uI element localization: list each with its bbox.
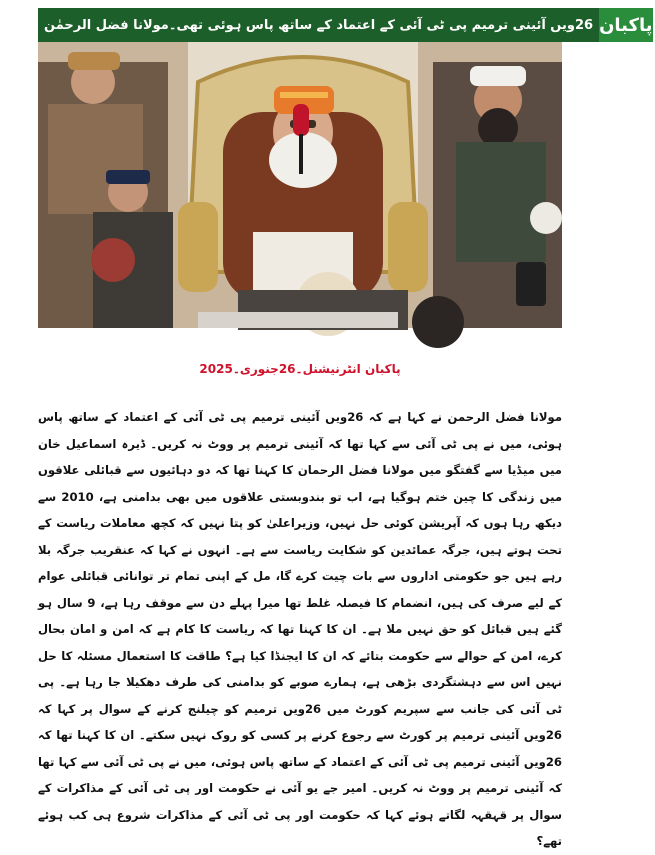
news-photo <box>38 42 562 328</box>
person-red-cap <box>91 238 135 282</box>
headline: 26ویں آئینی ترمیم پی ٹی آئی کے اعتماد کے ساتھ پاس ہوئی تھی۔مولانا فضل الرحمٰن <box>38 8 599 42</box>
microphone-stem <box>299 134 303 174</box>
person-front-cap <box>106 170 150 184</box>
glass-table <box>198 312 398 328</box>
person-left-turban <box>68 52 120 70</box>
chair-arm-left <box>178 202 218 292</box>
headline-bar <box>38 8 653 42</box>
phone-camera <box>516 262 546 306</box>
person-far-right-cap <box>530 202 562 234</box>
dateline: پاکبان انٹرنیشنل۔26جنوری۔2025 <box>199 362 401 376</box>
person-right-vest <box>456 142 546 262</box>
chair-arm-right <box>388 202 428 292</box>
microphone-icon <box>293 104 309 136</box>
foreground-person-head <box>412 296 464 348</box>
brand-logo: پاکبان <box>599 8 654 42</box>
press-conference-photo <box>38 42 562 328</box>
article-body: مولانا فضل الرحمن نے کہا ہے کہ 26ویں آئینی ترمیم پی ٹی آئی کے اعتماد کے ساتھ پاس ہوئی، میں نے پی ٹی آئی سے کہا تھا کہ آئینی ترمیم پر ووٹ نہ کریں۔ ڈیرہ اسماعیل خان میں میڈیا سے گفتگو میں مولانا فضل الرحمان کا کہنا تھا کہ دو دہائیوں سے قبائلی علاقوں میں زندگی کا چین ختم ہوگیا ہے، اب تو بندوبستی علاقوں میں بھی بدامنی ہے، 2010 سے دیکھ رہا ہوں کہ آپریشن کوئی حل نہیں، وزیراعلیٰ کو پتا نہیں کہ کچھ معاملات ریاست کے تحت ہوتے ہیں، جرگہ عمائدین کو شکایت ریاست سے ہے۔ انہوں نے کہا کہ عنقریب جرگہ بلا رہے ہیں جو حکومتی اداروں سے بات چیت کرے گا، مل کے اپنی تمام تر توانائی قبائلی عوام کے لیے صرف کی ہیں، انضمام کا فیصلہ غلط تھا میرا پہلے دن سے موقف رہا ہے، 9 سال ہو گئے ہیں قبائل کو حق نہیں ملا ہے۔ ان کا کہنا تھا کہ ریاست کا کام ہے کہ امن و امان بحال کرے، امن کے حوالے سے حکومت بتائے کہ ان کا ایجنڈا کیا ہے؟ طاقت کا استعمال مسئلہ کا حل نہیں اس سے دہشتگردی بڑھی ہے، ہمارے صوبے کو بدامنی کی طرف دھکیلا جا رہا ہے۔ پی ٹی آئی کی جانب سے سپریم کورٹ میں 26ویں ترمیم کو چیلنج کرنے کے سوال پر کہا کہ 26ویں آئینی ترمیم پر کورٹ سے رجوع کرنے پر کسی کو روک نہیں سکتے۔ ان کا کہنا تھا کہ 26ویں آئینی ترمیم پی ٹی آئی کے اعتماد کے ساتھ پاس ہوئی، میں نے پی ٹی آئی سے کہا تھا کہ آئینی ترمیم پر ووٹ نہ کریں۔ امیر جے یو آئی نے حکومت اور پی ٹی آئی کے مذاکرات کے سوال پر قہقہہ لگاتے ہوئے کہا کہ حکومت اور پی ٹی آئی کے مذاکرات شروع ہی کب ہوئے تھے؟ <box>38 410 563 848</box>
person-right-cap <box>470 66 526 86</box>
speaker-turban-pattern <box>280 92 328 98</box>
